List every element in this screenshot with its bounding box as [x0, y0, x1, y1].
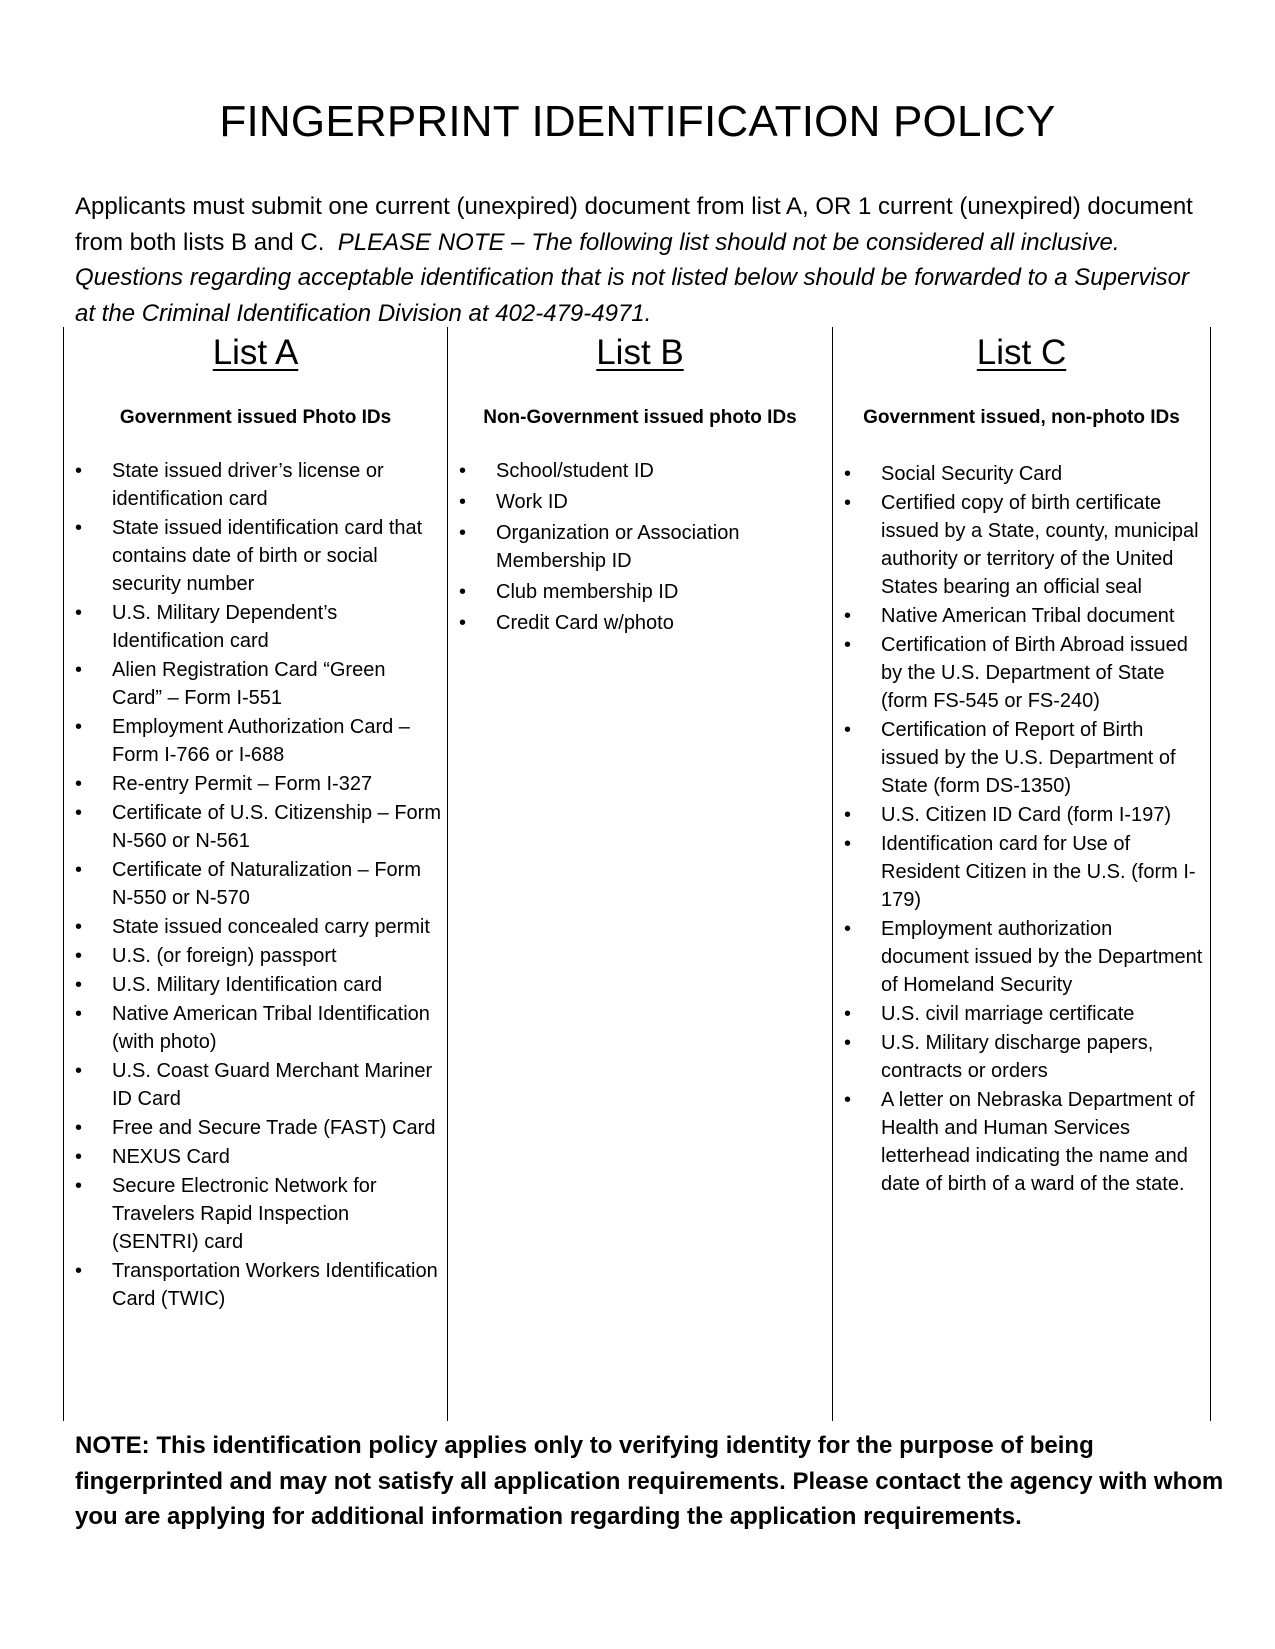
list-c-title: List C	[976, 333, 1067, 372]
list-c-item: • Employment authorization document issued by the Department of Homeland Security	[833, 915, 1210, 999]
intro-instructions: Applicants must submit one current (unexpired) document from list A, OR 1 current (unexpired) document from both lists B and C.	[75, 193, 1193, 256]
list-c-items	[833, 460, 1210, 1199]
list-c-item: • U.S. Military discharge papers, contracts or orders	[833, 1029, 1210, 1085]
list-a-column	[63, 327, 447, 1421]
list-c-item: • Certification of Birth Abroad issued by the U.S. Department of State (form FS-545 or FS-240)	[833, 631, 1210, 715]
list-a-item: • Certificate of U.S. Citizenship – Form N-560 or N-561	[64, 799, 447, 855]
list-b-subtitle: Non-Government issued photo IDs	[483, 407, 797, 428]
list-a-item: • State issued driver’s license or identification card	[64, 457, 447, 513]
list-a-item: • Employment Authorization Card – Form I-766 or I-688	[64, 713, 447, 769]
list-a-item: • Re-entry Permit – Form I-327	[64, 770, 447, 798]
list-b-item: • School/student ID	[448, 457, 832, 485]
list-a-subtitle: Government issued Photo IDs	[119, 407, 392, 428]
intro-please-note: PLEASE NOTE – The following list should not be considered all inclusive. Questions regarding acceptable identification that is not listed below should be forwarded to a Supervisor at the Criminal Identification Division at 402-479-4971.	[75, 228, 1189, 327]
list-a-item: • Secure Electronic Network for Travelers Rapid Inspection (SENTRI) card	[64, 1172, 447, 1256]
list-c-item: • Certification of Report of Birth issued by the U.S. Department of State (form DS-1350)	[833, 716, 1210, 800]
footer-note: NOTE: This identification policy applies only to verifying identity for the purpose of being fingerprinted and may not satisfy all application requirements. Please contact the agency with whom you are applying for additional information regarding the application requirements.	[75, 1432, 1224, 1530]
list-b-column	[447, 327, 832, 1421]
list-c-item: • U.S. civil marriage certificate	[833, 1000, 1210, 1028]
list-b-item: • Organization or Association Membership ID	[448, 519, 832, 575]
list-a-item: • State issued concealed carry permit	[64, 913, 447, 941]
list-a-item: • Alien Registration Card “Green Card” – Form I-551	[64, 656, 447, 712]
list-c-item: • Identification card for Use of Resident Citizen in the U.S. (form I-179)	[833, 830, 1210, 914]
intro-paragraph	[75, 189, 1215, 331]
list-b-items	[448, 457, 832, 640]
list-c-item: • Certified copy of birth certificate issued by a State, county, municipal authority or territory of the United States bearing an official seal	[833, 489, 1210, 601]
list-c-item: • A letter on Nebraska Department of Health and Human Services letterhead indicating the name and date of birth of a ward of the state.	[833, 1086, 1210, 1198]
list-c-subtitle: Government issued, non-photo IDs	[863, 407, 1180, 428]
list-b-title: List B	[596, 333, 684, 372]
list-b-item: • Credit Card w/photo	[448, 609, 832, 637]
list-b-item: • Work ID	[448, 488, 832, 516]
list-c-column	[832, 327, 1211, 1421]
list-a-items	[64, 457, 447, 1314]
list-a-item: • Free and Secure Trade (FAST) Card	[64, 1114, 447, 1142]
list-a-item: • NEXUS Card	[64, 1143, 447, 1171]
list-b-item: • Club membership ID	[448, 578, 832, 606]
list-a-item: • U.S. Military Identification card	[64, 971, 447, 999]
list-a-item: • Native American Tribal Identification (with photo)	[64, 1000, 447, 1056]
list-c-item: • U.S. Citizen ID Card (form I-197)	[833, 801, 1210, 829]
list-a-item: • U.S. Military Dependent’s Identification card	[64, 599, 447, 655]
list-c-item: • Social Security Card	[833, 460, 1210, 488]
list-c-item: • Native American Tribal document	[833, 602, 1210, 630]
page-title: FINGERPRINT IDENTIFICATION POLICY	[219, 97, 1056, 146]
list-a-title: List A	[212, 333, 299, 372]
id-lists-table	[63, 327, 1211, 1421]
list-a-item: • U.S. (or foreign) passport	[64, 942, 447, 970]
list-a-item: • State issued identification card that contains date of birth or social security number	[64, 514, 447, 598]
list-a-item: • Transportation Workers Identification Card (TWIC)	[64, 1257, 447, 1313]
list-a-item: • Certificate of Naturalization – Form N-550 or N-570	[64, 856, 447, 912]
list-a-item: • U.S. Coast Guard Merchant Mariner ID Card	[64, 1057, 447, 1113]
